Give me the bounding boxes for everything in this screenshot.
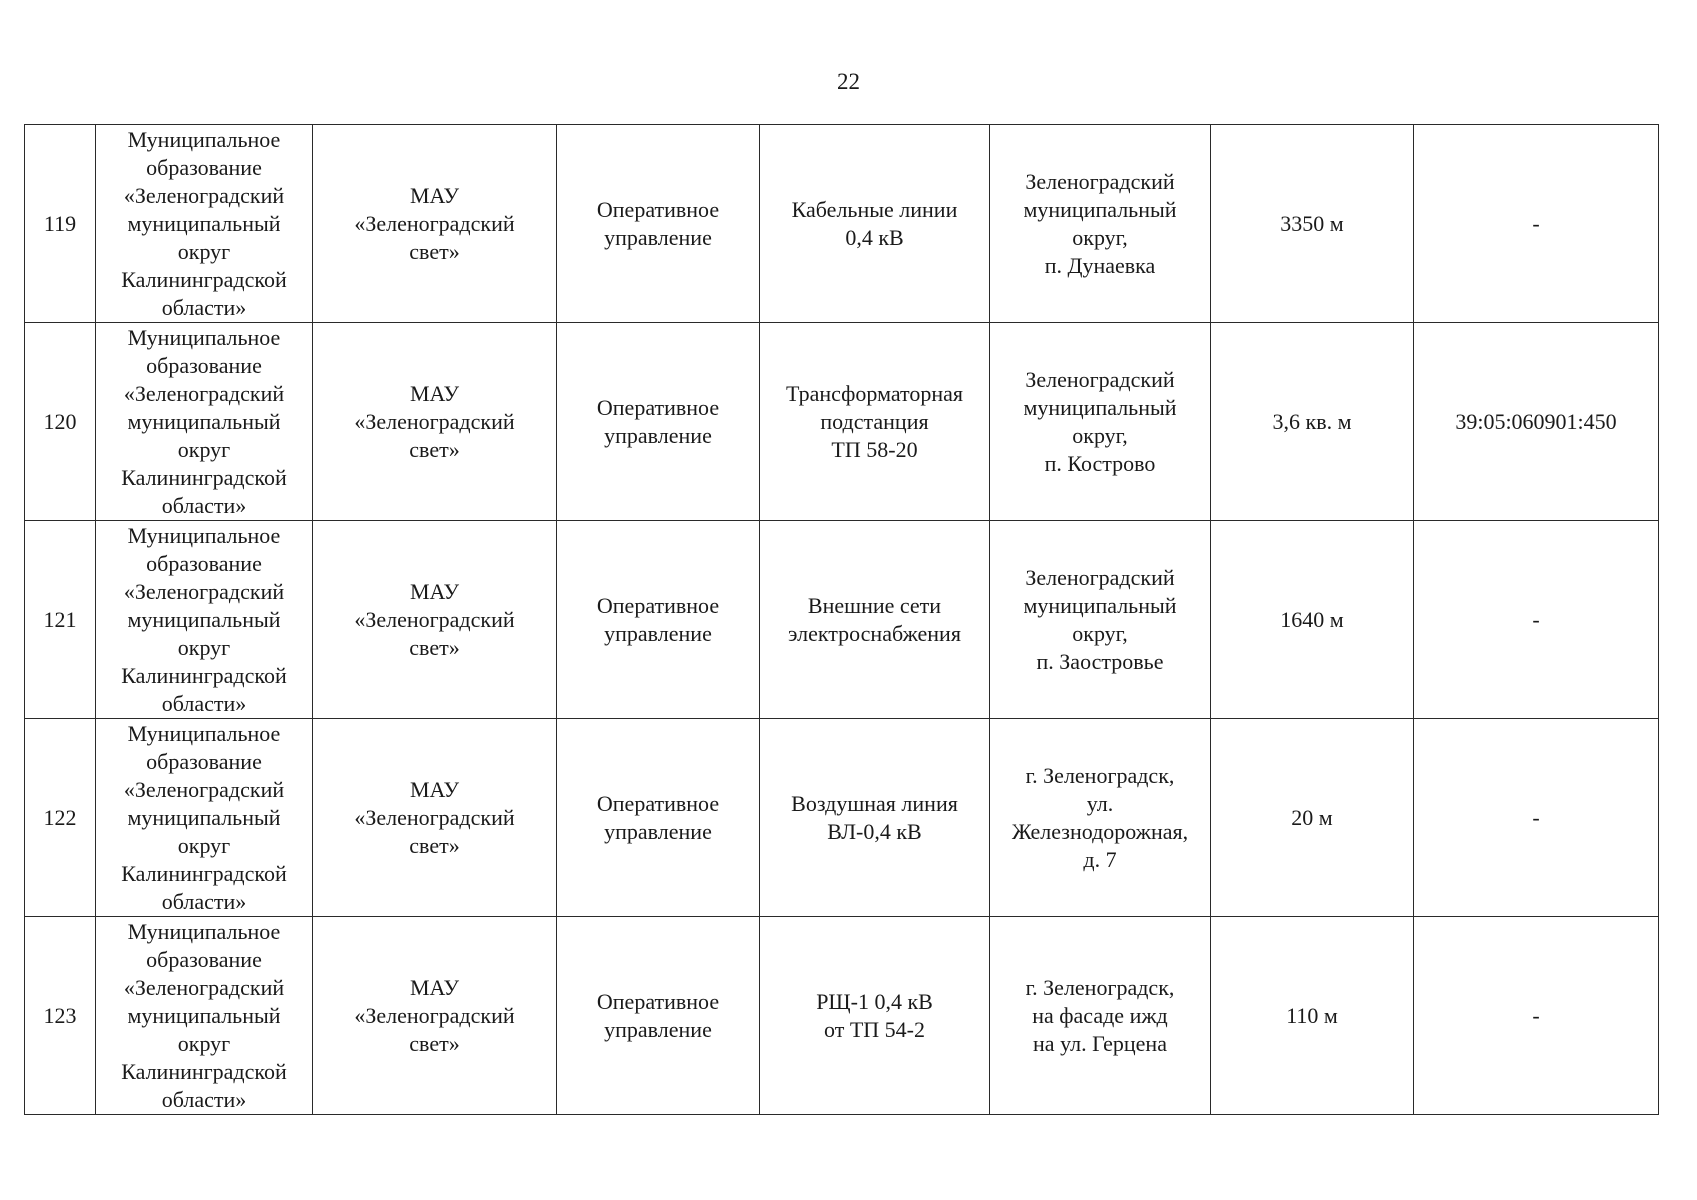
address-cell: Зеленоградский муниципальный округ, п. Заостровье: [990, 521, 1211, 719]
cadastral-number-cell: -: [1414, 125, 1659, 323]
object-name-cell: Кабельные линии 0,4 кВ: [760, 125, 990, 323]
object-name-cell: Трансформаторная подстанция ТП 58-20: [760, 323, 990, 521]
object-name-cell: Внешние сети электроснабжения: [760, 521, 990, 719]
right-type-cell: Оперативное управление: [557, 521, 760, 719]
cadastral-number-cell: -: [1414, 521, 1659, 719]
address-cell: г. Зеленоградск, на фасаде ижд на ул. Герцена: [990, 917, 1211, 1115]
object-name-cell: Воздушная линия ВЛ-0,4 кВ: [760, 719, 990, 917]
cadastral-number-cell: -: [1414, 917, 1659, 1115]
owner-cell: Муниципальное образование «Зеленоградский муниципальный округ Калининградской области»: [96, 719, 313, 917]
table-row: [25, 125, 1659, 323]
row-number: 121: [25, 521, 96, 719]
row-number: 119: [25, 125, 96, 323]
table-row: [25, 719, 1659, 917]
property-registry-table: [24, 124, 1659, 1115]
object-name-cell: РЩ-1 0,4 кВ от ТП 54-2: [760, 917, 990, 1115]
right-type-cell: Оперативное управление: [557, 917, 760, 1115]
address-cell: г. Зеленоградск, ул. Железнодорожная, д. 7: [990, 719, 1211, 917]
row-number: 123: [25, 917, 96, 1115]
address-cell: Зеленоградский муниципальный округ, п. Кострово: [990, 323, 1211, 521]
row-number: 120: [25, 323, 96, 521]
holder-cell: МАУ «Зеленоградский свет»: [313, 917, 557, 1115]
holder-cell: МАУ «Зеленоградский свет»: [313, 323, 557, 521]
holder-cell: МАУ «Зеленоградский свет»: [313, 521, 557, 719]
page-number: 22: [837, 69, 860, 94]
size-cell: 20 м: [1211, 719, 1414, 917]
row-number: 122: [25, 719, 96, 917]
owner-cell: Муниципальное образование «Зеленоградский муниципальный округ Калининградской области»: [96, 521, 313, 719]
table-row: [25, 917, 1659, 1115]
right-type-cell: Оперативное управление: [557, 125, 760, 323]
cadastral-number-cell: 39:05:060901:450: [1414, 323, 1659, 521]
owner-cell: Муниципальное образование «Зеленоградский муниципальный округ Калининградской области»: [96, 323, 313, 521]
size-cell: 3,6 кв. м: [1211, 323, 1414, 521]
cadastral-number-cell: -: [1414, 719, 1659, 917]
address-cell: Зеленоградский муниципальный округ, п. Дунаевка: [990, 125, 1211, 323]
owner-cell: Муниципальное образование «Зеленоградский муниципальный округ Калининградской области»: [96, 917, 313, 1115]
size-cell: 1640 м: [1211, 521, 1414, 719]
owner-cell: Муниципальное образование «Зеленоградский муниципальный округ Калининградской области»: [96, 125, 313, 323]
table-row: [25, 521, 1659, 719]
size-cell: 110 м: [1211, 917, 1414, 1115]
table-row: [25, 323, 1659, 521]
right-type-cell: Оперативное управление: [557, 323, 760, 521]
holder-cell: МАУ «Зеленоградский свет»: [313, 719, 557, 917]
right-type-cell: Оперативное управление: [557, 719, 760, 917]
holder-cell: МАУ «Зеленоградский свет»: [313, 125, 557, 323]
size-cell: 3350 м: [1211, 125, 1414, 323]
